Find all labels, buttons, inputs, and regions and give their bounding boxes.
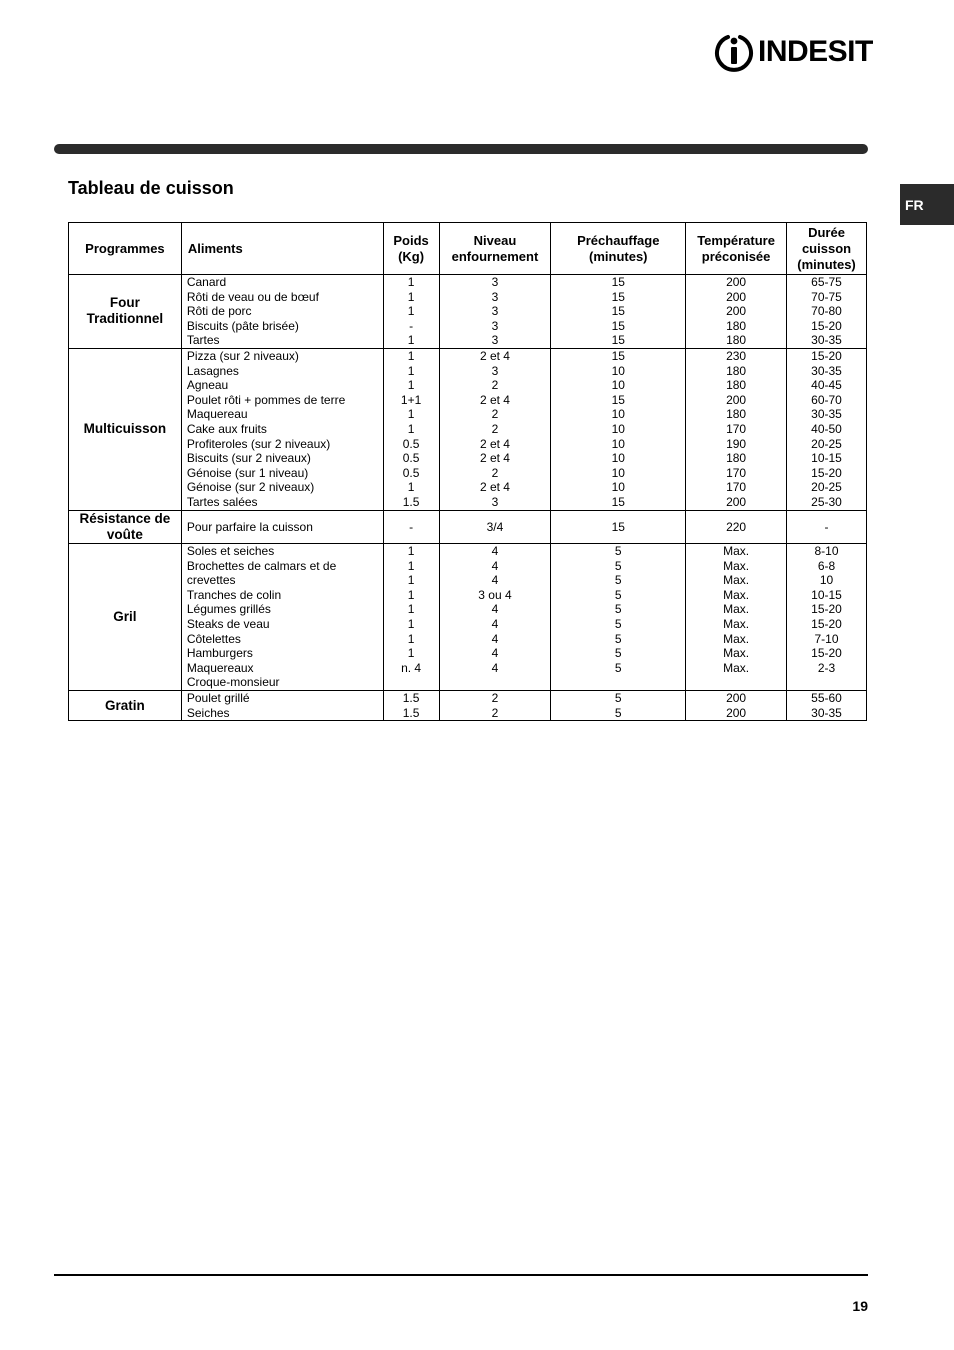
food-line: Pour parfaire la cuisson xyxy=(186,519,313,534)
temperature-line: Max. xyxy=(723,573,750,588)
cooking-table xyxy=(68,222,867,721)
duration-line: 60-70 xyxy=(811,392,842,407)
preheat-line: 5 xyxy=(614,705,622,720)
duree-cell xyxy=(787,275,867,349)
level-line: 2 et 4 xyxy=(479,436,510,451)
duration-line: 8-10 xyxy=(814,544,839,559)
temperature-line: 180 xyxy=(726,378,747,393)
niveau-cell xyxy=(439,348,551,510)
duration-line: 40-45 xyxy=(811,378,842,393)
weight-line: 1 xyxy=(407,421,415,436)
indesit-logo-icon xyxy=(714,31,754,73)
level-line: 4 xyxy=(491,544,499,559)
food-line: Génoise (sur 1 niveau) xyxy=(186,465,309,480)
level-line: 2 et 4 xyxy=(479,392,510,407)
food-line: Biscuits (sur 2 niveaux) xyxy=(186,451,311,466)
duration-line: 15-20 xyxy=(811,617,842,632)
niveau-cell xyxy=(439,691,551,721)
duration-line: 30-35 xyxy=(811,363,842,378)
temperature-line: 180 xyxy=(726,407,747,422)
temperature-line: 180 xyxy=(726,363,747,378)
programme-label: Gril xyxy=(113,609,137,625)
table-row xyxy=(69,691,867,721)
level-line: 3 ou 4 xyxy=(478,587,512,602)
level-line: 2 xyxy=(491,407,499,422)
weight-line: 1 xyxy=(407,602,415,617)
level-line: 2 xyxy=(491,465,499,480)
temperature-line: 170 xyxy=(726,480,747,495)
temperature-line: Max. xyxy=(723,544,750,559)
preheat-line: 5 xyxy=(614,573,622,588)
temperature-line: 200 xyxy=(726,304,747,319)
programme-cell xyxy=(69,275,182,349)
preheat-line: 5 xyxy=(614,544,622,559)
weight-line: 1 xyxy=(407,333,415,348)
weight-line: 1 xyxy=(407,407,415,422)
duration-line: 15-20 xyxy=(811,318,842,333)
preheat-line xyxy=(551,675,685,690)
temperature-line: Max. xyxy=(723,558,750,573)
programme-label: Gratin xyxy=(105,697,145,713)
food-line: Poulet rôti + pommes de terre xyxy=(186,392,346,407)
header-niveau-line: enfournement xyxy=(451,248,539,264)
duration-line xyxy=(787,675,866,690)
prechauffage-cell xyxy=(551,544,686,691)
temperature-line: Max. xyxy=(723,646,750,661)
preheat-line: 10 xyxy=(611,407,625,422)
temperature-line: 200 xyxy=(726,705,747,720)
preheat-line: 10 xyxy=(611,378,625,393)
temperature-line: Max. xyxy=(723,617,750,632)
food-line: Lasagnes xyxy=(186,363,239,378)
header-rule xyxy=(54,144,868,154)
temperature-line: 170 xyxy=(726,421,747,436)
food-line: Côtelettes xyxy=(186,631,241,646)
header-niveau xyxy=(439,223,551,275)
brand-name: INDESIT xyxy=(758,35,873,68)
food-line: Tartes xyxy=(186,333,220,348)
poids-cell xyxy=(383,544,439,691)
duration-line: 55-60 xyxy=(811,691,842,706)
prechauffage-cell xyxy=(551,348,686,510)
preheat-line: 10 xyxy=(611,436,625,451)
temperature-cell xyxy=(686,544,787,691)
duration-line: 30-35 xyxy=(811,705,842,720)
weight-line: 1.5 xyxy=(402,691,420,706)
temperature-line: 200 xyxy=(726,691,747,706)
temperature-line: 200 xyxy=(726,289,747,304)
duration-line: 10-15 xyxy=(811,587,842,602)
weight-line: 1 xyxy=(407,348,415,363)
language-tab: FR xyxy=(900,184,954,225)
weight-line: 1 xyxy=(407,289,415,304)
preheat-line: 5 xyxy=(614,558,622,573)
header-poids-line: Poids xyxy=(393,232,429,248)
preheat-line: 15 xyxy=(611,333,625,348)
food-line: Poulet grillé xyxy=(186,691,250,706)
weight-line: 0.5 xyxy=(402,436,420,451)
table-row xyxy=(69,348,867,510)
preheat-line: 10 xyxy=(611,451,625,466)
aliment-cell xyxy=(181,691,383,721)
temperature-line: 200 xyxy=(726,392,747,407)
duration-line: 65-75 xyxy=(811,275,842,289)
header-duree xyxy=(787,223,867,275)
aliment-cell xyxy=(181,275,383,349)
weight-line: 1 xyxy=(407,363,415,378)
temperature-line: 170 xyxy=(726,465,747,480)
duration-line: 10 xyxy=(819,573,834,588)
weight-line: 0.5 xyxy=(402,465,420,480)
food-line: Tartes salées xyxy=(186,494,258,509)
header-temperature-line: Température xyxy=(697,232,775,248)
preheat-line: 15 xyxy=(611,318,625,333)
weight-line: 1 xyxy=(407,617,415,632)
poids-cell xyxy=(383,275,439,349)
duration-line: 30-35 xyxy=(811,407,842,422)
duration-line: 70-80 xyxy=(811,304,842,319)
preheat-line: 10 xyxy=(611,363,625,378)
duree-cell xyxy=(787,348,867,510)
aliment-cell xyxy=(181,510,383,544)
preheat-line: 15 xyxy=(611,494,625,509)
temperature-line: 230 xyxy=(726,348,747,363)
level-line: 4 xyxy=(491,617,499,632)
duration-line: 20-25 xyxy=(811,480,842,495)
niveau-cell xyxy=(439,510,551,544)
level-line: 3 xyxy=(491,304,499,319)
header-duree-line: Durée xyxy=(808,224,845,240)
level-line: 3 xyxy=(491,333,499,348)
level-line: 2 xyxy=(491,421,499,436)
footer-rule xyxy=(54,1274,868,1276)
weight-line: 1 xyxy=(407,558,415,573)
food-line: Tranches de colin xyxy=(186,587,282,602)
prechauffage-cell xyxy=(551,275,686,349)
food-line: Cake aux fruits xyxy=(186,421,267,436)
header-temperature-line: préconisée xyxy=(701,248,771,264)
duree-cell xyxy=(787,691,867,721)
weight-line: 1 xyxy=(407,275,415,289)
level-line: 2 et 4 xyxy=(479,348,510,363)
programme-cell xyxy=(69,691,182,721)
header-prechauffage xyxy=(551,223,686,275)
weight-line: 1 xyxy=(407,544,415,559)
level-line: 4 xyxy=(491,631,499,646)
aliment-cell xyxy=(181,544,383,691)
weight-line: - xyxy=(409,519,414,534)
weight-line: 0.5 xyxy=(402,451,420,466)
duration-line: 10-15 xyxy=(811,451,842,466)
food-line: Soles et seiches xyxy=(186,544,275,559)
food-line: Pizza (sur 2 niveaux) xyxy=(186,348,299,363)
level-line: 2 xyxy=(491,691,499,706)
food-line: Génoise (sur 2 niveaux) xyxy=(186,480,315,495)
duration-line: 15-20 xyxy=(811,465,842,480)
prechauffage-cell xyxy=(551,691,686,721)
temperature-cell xyxy=(686,510,787,544)
header-duree-line: cuisson xyxy=(801,240,852,256)
level-line: 3 xyxy=(491,275,499,289)
temperature-cell xyxy=(686,275,787,349)
preheat-line: 5 xyxy=(614,660,622,675)
level-line: 4 xyxy=(491,646,499,661)
weight-line: 1 xyxy=(407,378,415,393)
preheat-line: 15 xyxy=(611,392,625,407)
level-line xyxy=(440,675,551,690)
duration-line: 7-10 xyxy=(814,631,839,646)
header-programmes: Programmes xyxy=(69,223,182,275)
food-line: Steaks de veau xyxy=(186,617,270,632)
header-prechauffage-line: (minutes) xyxy=(589,248,648,264)
food-line: Canard xyxy=(186,275,227,289)
food-line: Croque-monsieur xyxy=(186,675,280,690)
food-line: Biscuits (pâte brisée) xyxy=(186,318,299,333)
duration-line: 40-50 xyxy=(811,421,842,436)
duration-line: 15-20 xyxy=(811,348,842,363)
food-line: Rôti de porc xyxy=(186,304,252,319)
food-line: Agneau xyxy=(186,378,229,393)
header-niveau-line: Niveau xyxy=(473,232,517,248)
preheat-line: 10 xyxy=(611,480,625,495)
table-row xyxy=(69,544,867,691)
duration-line: 15-20 xyxy=(811,602,842,617)
programme-label: voûte xyxy=(106,526,143,542)
weight-line: 1+1 xyxy=(400,392,422,407)
programme-label: Traditionnel xyxy=(86,311,164,327)
duree-cell xyxy=(787,544,867,691)
header-temperature xyxy=(686,223,787,275)
preheat-line: 15 xyxy=(611,289,625,304)
niveau-cell xyxy=(439,544,551,691)
temperature-line: Max. xyxy=(723,587,750,602)
preheat-line: 5 xyxy=(614,646,622,661)
temperature-line: Max. xyxy=(723,602,750,617)
programme-cell xyxy=(69,510,182,544)
temperature-line: 180 xyxy=(726,333,747,348)
level-line: 2 et 4 xyxy=(479,480,510,495)
food-line: Hamburgers xyxy=(186,646,253,661)
food-line: Seiches xyxy=(186,705,230,720)
temperature-line: 200 xyxy=(726,275,747,289)
header-poids xyxy=(383,223,439,275)
prechauffage-cell xyxy=(551,510,686,544)
level-line: 3 xyxy=(491,289,499,304)
preheat-line: 15 xyxy=(611,348,625,363)
duration-line: 6-8 xyxy=(817,558,836,573)
temperature-line xyxy=(686,675,786,690)
level-line: 3 xyxy=(491,494,499,509)
weight-line: 1 xyxy=(407,304,415,319)
preheat-line: 5 xyxy=(614,587,622,602)
header-prechauffage-line: Préchauffage xyxy=(577,232,660,248)
header-duree-line: (minutes) xyxy=(797,256,856,272)
level-line: 4 xyxy=(491,573,499,588)
table-row xyxy=(69,275,867,349)
preheat-line: 5 xyxy=(614,602,622,617)
weight-line: n. 4 xyxy=(401,660,422,675)
niveau-cell xyxy=(439,275,551,349)
duration-line: 70-75 xyxy=(811,289,842,304)
table-header-row xyxy=(69,223,867,275)
weight-line: 1.5 xyxy=(402,494,420,509)
aliment-cell xyxy=(181,348,383,510)
poids-cell xyxy=(383,691,439,721)
weight-line: - xyxy=(409,318,414,333)
temperature-line: 190 xyxy=(726,436,747,451)
duration-line: 30-35 xyxy=(811,333,842,348)
weight-line: 1 xyxy=(407,573,415,588)
poids-cell xyxy=(383,510,439,544)
food-line: Légumes grillés xyxy=(186,602,271,617)
programme-label: Multicuisson xyxy=(83,421,167,437)
preheat-line: 15 xyxy=(611,275,625,289)
poids-cell xyxy=(383,348,439,510)
temperature-cell xyxy=(686,348,787,510)
level-line: 4 xyxy=(491,660,499,675)
preheat-line: 10 xyxy=(611,421,625,436)
food-line: Rôti de veau ou de bœuf xyxy=(186,289,319,304)
preheat-line: 5 xyxy=(614,617,622,632)
food-line: Maquereau xyxy=(186,407,248,422)
level-line: 2 xyxy=(491,705,499,720)
food-line: Brochettes de calmars et de xyxy=(186,558,337,573)
table-row xyxy=(69,510,867,544)
preheat-line: 15 xyxy=(611,304,625,319)
header-poids-line: (Kg) xyxy=(398,248,425,264)
preheat-line: 5 xyxy=(614,691,622,706)
level-line: 4 xyxy=(491,558,499,573)
weight-line: 1 xyxy=(407,631,415,646)
level-line: 2 xyxy=(491,378,499,393)
level-line: 2 et 4 xyxy=(479,451,510,466)
food-line: Maquereaux xyxy=(186,660,254,675)
level-line: 3 xyxy=(491,318,499,333)
temperature-line: 180 xyxy=(726,451,747,466)
weight-line xyxy=(384,675,439,690)
duration-line: - xyxy=(824,519,829,534)
preheat-line: 5 xyxy=(614,631,622,646)
duration-line: 20-25 xyxy=(811,436,842,451)
food-line: Profiteroles (sur 2 niveaux) xyxy=(186,436,331,451)
programme-cell xyxy=(69,348,182,510)
weight-line: 1.5 xyxy=(402,705,420,720)
indesit-logo xyxy=(714,30,873,74)
temperature-line: Max. xyxy=(723,660,750,675)
temperature-cell xyxy=(686,691,787,721)
temperature-line: Max. xyxy=(723,631,750,646)
level-line: 3 xyxy=(491,363,499,378)
food-line: crevettes xyxy=(186,573,236,588)
weight-line: 1 xyxy=(407,646,415,661)
duree-cell xyxy=(787,510,867,544)
preheat-line: 10 xyxy=(611,465,625,480)
preheat-line: 15 xyxy=(611,519,625,534)
temperature-line: 200 xyxy=(726,494,747,509)
duration-line: 25-30 xyxy=(811,494,842,509)
weight-line: 1 xyxy=(407,480,415,495)
temperature-line: 180 xyxy=(726,318,747,333)
programme-cell xyxy=(69,544,182,691)
duration-line: 2-3 xyxy=(817,660,836,675)
duration-line: 15-20 xyxy=(811,646,842,661)
header-aliments: Aliments xyxy=(181,223,383,275)
programme-label: Résistance de xyxy=(79,510,171,526)
temperature-line: 220 xyxy=(726,519,747,534)
page-number: 19 xyxy=(852,1298,868,1314)
programme-label: Four xyxy=(109,295,140,311)
page-title: Tableau de cuisson xyxy=(68,178,234,198)
level-line: 4 xyxy=(491,602,499,617)
weight-line: 1 xyxy=(407,587,415,602)
level-line: 3/4 xyxy=(486,519,504,534)
